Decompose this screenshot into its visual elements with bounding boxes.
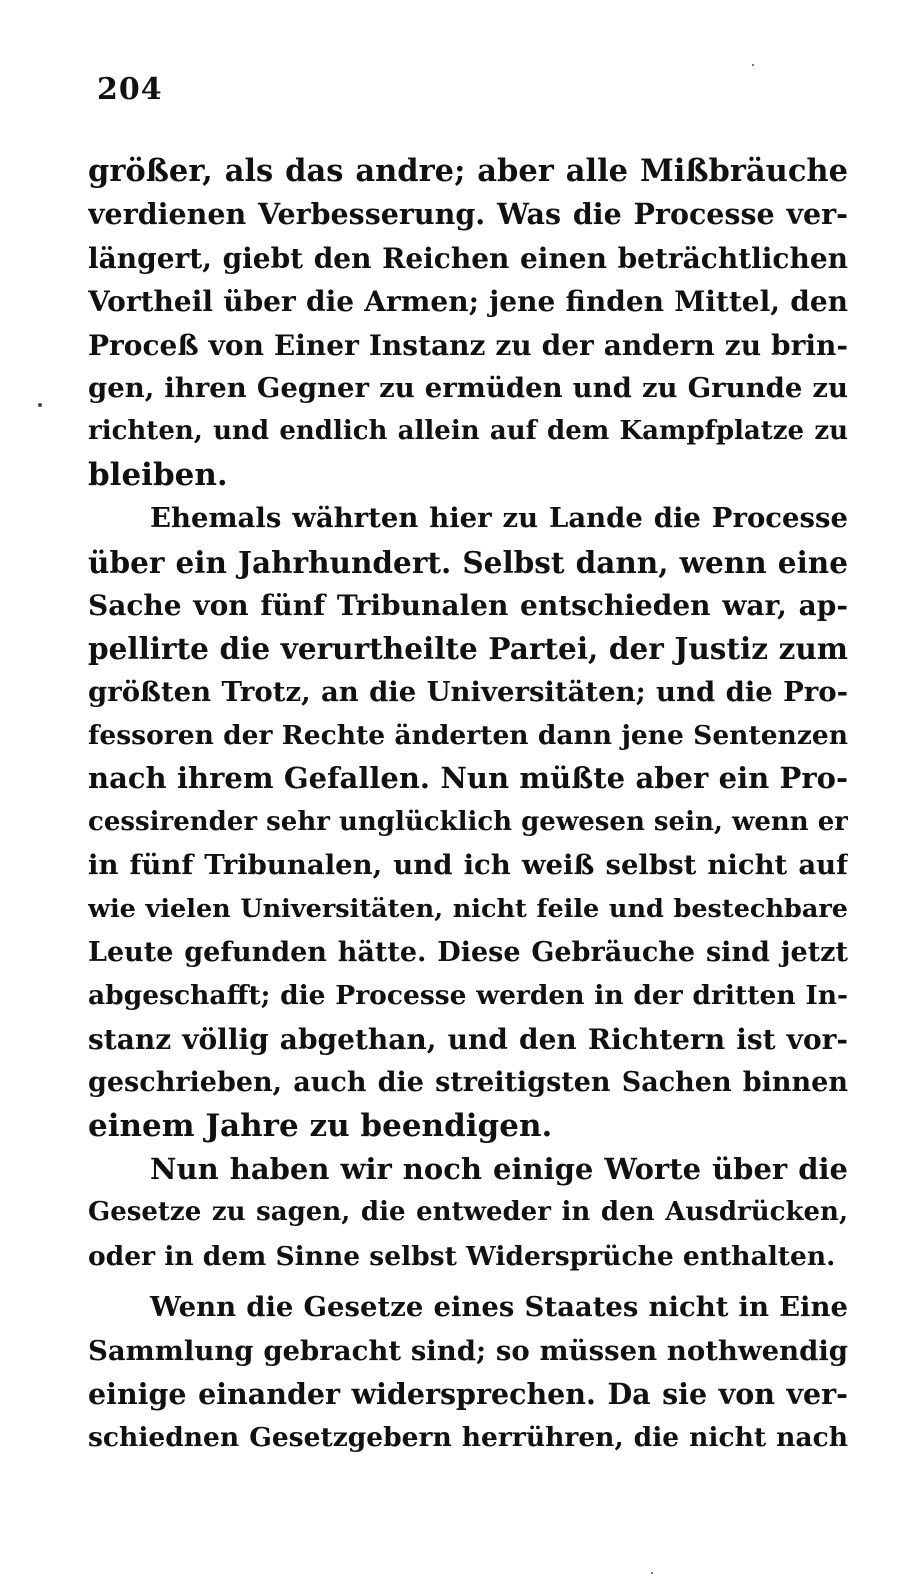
text-line: schiednen Gesetzgebern herrühren, die nicht nach xyxy=(88,1422,848,1454)
text-line: in fünf Tribunalen, und ich weiß selbst nicht auf xyxy=(88,849,848,882)
text-line: einem Jahre zu beendigen. xyxy=(88,1107,553,1144)
text-line: oder in dem Sinne selbst Widersprüche enthalten. xyxy=(88,1240,836,1272)
text-line: über ein Jahrhundert. Selbst dann, wenn eine xyxy=(88,544,848,580)
text-line: größer, als das andre; aber alle Mißbräuche xyxy=(88,153,848,189)
text-line: längert, giebt den Reichen einen beträchtlichen xyxy=(88,241,848,275)
paragraph xyxy=(88,1286,848,1460)
paragraph xyxy=(88,497,848,1148)
text-line: größten Trotz, an die Universitäten; und die Pro- xyxy=(88,675,848,708)
text-line: Ehemals währten hier zu Lande die Processe xyxy=(150,502,848,535)
text-line: Sache von fünf Tribunalen entschieden war, ap- xyxy=(88,588,848,622)
text-line: Leute gefunden hätte. Diese Gebräuche sind jetzt xyxy=(88,937,848,969)
text-line: Nun haben wir noch einige Worte über die xyxy=(150,1151,848,1186)
text-line: abgeschafft; die Processe werden in der dritten In- xyxy=(88,980,848,1012)
body-text xyxy=(88,150,848,1460)
text-line: verdienen Verbesserung. Was die Processe ver- xyxy=(88,197,848,232)
paragraph xyxy=(88,150,848,497)
text-line: pellirte die verurtheilte Partei, der Justiz zum xyxy=(88,631,848,667)
text-line: stanz völlig abgethan, und den Richtern ist vor- xyxy=(88,1022,848,1056)
text-line: fessoren der Rechte änderten dann jene Sentenzen xyxy=(88,720,848,752)
text-line: Sammlung gebracht sind; so müssen nothwendig xyxy=(88,1334,848,1367)
text-line: wie vielen Universitäten, nicht feile und bestechbare xyxy=(88,893,848,924)
text-line: cessirender sehr unglücklich gewesen sein, wenn er xyxy=(88,806,848,837)
text-line: Vortheil über die Armen; jene finden Mittel, den xyxy=(88,285,848,319)
text-line: bleiben. xyxy=(88,456,228,493)
text-line: Gesetze zu sagen, die entweder in den Ausdrücken, xyxy=(88,1197,848,1228)
text-line: geschrieben, auch die streitigsten Sachen binnen xyxy=(88,1067,848,1099)
paragraph-gap xyxy=(88,1278,848,1286)
text-line: Proceß von Einer Instanz zu der andern zu brin- xyxy=(88,328,848,362)
text-line: nach ihrem Gefallen. Nun müßte aber ein Pro- xyxy=(88,761,848,796)
text-line: richten, und endlich allein auf dem Kampfplatze zu xyxy=(88,416,848,447)
paragraph xyxy=(88,1148,848,1278)
scan-speck xyxy=(651,1572,653,1574)
text-line: Wenn die Gesetze eines Staates nicht in Eine xyxy=(150,1291,848,1324)
scan-speck xyxy=(38,403,42,407)
page-number: 204 xyxy=(97,72,163,107)
text-line: einige einander widersprechen. Da sie von ver- xyxy=(88,1376,848,1411)
scan-speck xyxy=(752,64,754,66)
text-line: gen, ihren Gegner zu ermüden und zu Grunde zu xyxy=(88,371,848,404)
